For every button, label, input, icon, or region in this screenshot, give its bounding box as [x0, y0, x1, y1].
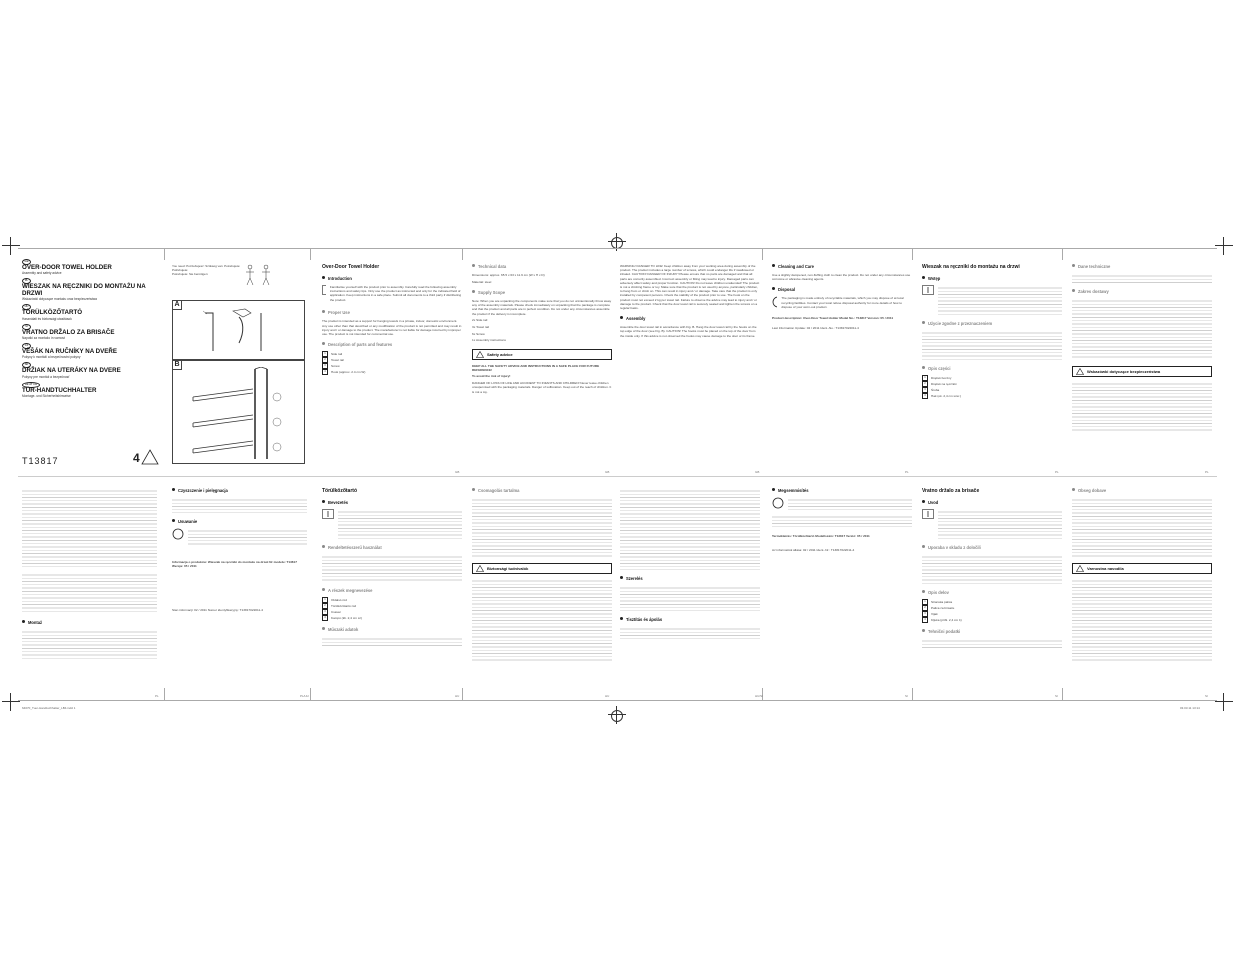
page-number: GB: [605, 470, 610, 474]
safety-box-heading: Biztonsági tudnivalók: [472, 563, 612, 574]
list-item: 6x Screw: [472, 331, 485, 336]
registration-mark: [2, 693, 20, 711]
body-text: The packaging is made entirely of recyclable materials, which you may dispose of at local recycling facilities. Contact your local refuse disposal authority for more details of how to dispose of your worn-out product.: [781, 296, 904, 309]
hu-column-2: [472, 488, 612, 662]
section-heading: A részek megnevezése: [322, 588, 462, 593]
section-heading: Rendeltetésszerű használat: [322, 545, 462, 550]
read-manual-icon: [922, 285, 934, 295]
page-number: HU: [605, 694, 610, 698]
cover-title: VRATNO DRŽALO ZA BRISAČE: [22, 328, 115, 336]
recycle-icon: [772, 497, 784, 509]
si-column-2: [1072, 488, 1212, 662]
lang-badge: HU: [22, 304, 31, 310]
page-number: SI: [1055, 694, 1058, 698]
recycle-icon: [772, 296, 777, 308]
section-heading: Műszaki adatok: [322, 627, 462, 632]
hu-column-4: [772, 488, 912, 555]
model-number: T13817: [22, 456, 59, 466]
hu-column-3: [620, 488, 760, 640]
body-text: KEEP ALL THE SAFETY ADVICE AND INSTRUCTIONS IN A SAFE PLACE FOR FUTURE REFERENCE!: [472, 363, 600, 372]
cover-subtitle: Assembly and safety advice: [22, 271, 62, 276]
body-text: Assemble the door towel rail in accordance with Fig. B. Hang the door towel rail by the hooks on the top edge of the door (see Fig. B). CAUTION! The hooks must be placed on the top of the door from the inside only. If this advice is not observed the hooks may cause damage to the door or its frame.: [620, 325, 757, 338]
trim-line: [18, 248, 1217, 249]
figures-panel: You need: Potrzebujesz: Szükség van: Potrebujete: Potřebujete: Potrebujete: Sie benötigen: A B: [172, 264, 304, 464]
body-text-block: [620, 488, 760, 570]
safety-box-heading: Varnostna navodila: [1072, 563, 1212, 574]
page-number: SI: [905, 694, 908, 698]
cover-subtitle: Wskazówki dotyczące montażu oraz bezpieczeństwa: [22, 297, 97, 302]
body-text: To avoid the risk of injury!: [472, 374, 511, 379]
product-description: Termékleírás: Törülközőtartó Modellszám: T13817 Verzió: 05 / 2011: [772, 534, 870, 538]
list-item: 2 Towel rail: [322, 357, 462, 363]
pl-column-1: [922, 264, 1062, 399]
trim-tick: [1062, 688, 1063, 700]
lang-badge: DE AT CH: [22, 382, 40, 388]
people-count: 4: [133, 451, 140, 465]
section-heading: Technical data: [472, 264, 612, 269]
body-text-block: [1072, 578, 1212, 662]
trim-tick: [310, 688, 311, 700]
body-text: DANGER OF LOSS OF LIFE AND ACCIDENT TO INFANTS AND CHILDREN! Never leave children unsupervised with the packaging materials. Danger of suffocation. Keep out of the reach of children. It is not a toy.: [472, 381, 612, 394]
body-text-block: [22, 629, 157, 659]
cover-title: VĚŠÁK NA RUČNÍKY NA DVEŘE: [22, 348, 118, 356]
body-text-block: [938, 509, 1062, 539]
section-heading: Proper Use: [322, 310, 462, 315]
file-slug: 64070_Tuer-Handtuchhalter_LB4.indd 1: [22, 706, 76, 710]
section-heading: Cleaning and Care: [772, 264, 912, 269]
section-heading: Dane techniczne: [1072, 264, 1212, 269]
page-number: PL: [155, 694, 159, 698]
warning-triangle-icon: [476, 565, 484, 572]
body-text-block: [938, 285, 1062, 315]
page-heading: Törülközőtartó: [322, 488, 357, 494]
section-heading: Szerelés: [620, 576, 760, 581]
timestamp-slug: 03.03.11 13:14: [1180, 706, 1200, 710]
cover-subtitle: Pokyny pre montáž a bezpečnosť: [22, 374, 70, 379]
hu-column-1: [322, 488, 462, 646]
trim-tick: [164, 688, 165, 700]
body-text: Material: steel: [472, 279, 492, 284]
pl-column-4: [172, 488, 307, 615]
registration-mark: [1215, 693, 1233, 711]
section-heading: Supply Scope: [472, 290, 612, 295]
body-text: WARNING! DANGER TO LIFE! Keep children away from your working area during assembly of the product. The product includes a large number of screws, which could endanger life if swallowed or inhaled. CAUTION! DANGER OF INJURY! Please ensure that no parts are damaged and that all parts are correctly assembled. Incorrect assembly or fitting may lead to injury. Damaged parts can adversely affect safety and proper function. CAUTION! Do not leave children unattended! The product is not a climbing frame or toy. Make sure that the product is not used by anyone, particularly children, to hang from or climb on. This can result in injury and / or damage. Take care that the product is only installed by competent persons. Check the stability of the product prior to use. The hook on the product must not exceed 2 kg per towel rail. Failure to observe the advice may lead to injury and / or damage to the product. Check that the door towel rail is securely seated and tighten the screws on a regular basis.: [620, 264, 760, 311]
body-text: The product is intended as a support for hanging towels in a private, indoor, domestic environment. Any use other than that described or any modification of the product is not permitted and may result in injury and / or damage to the product. The manufacturer is not liable for damage incurred by improper use. The product is not intended for commercial use.: [322, 319, 462, 336]
body-text: Use a slightly dampened, non-fluffing cloth to clean the product. Do not under any circumstances use corrosive or abrasive cleaning agents.: [772, 273, 911, 282]
page-number: PL: [905, 470, 909, 474]
warning-triangle-icon: [476, 351, 484, 358]
product-description: Informacja o produkcie: Wieszak na ręczniki do montażu na drzwi Nr modelu: T13817 Wersja: 05 / 2011: [172, 560, 297, 569]
page-number: GB: [755, 470, 760, 474]
section-heading: Bevezetés: [322, 500, 462, 505]
section-heading: Czyszczenie i pielęgnacja: [172, 488, 307, 493]
section-heading: Zakres dostawy: [1072, 289, 1212, 294]
trim-tick: [310, 248, 311, 260]
cover-subtitle: Napotki za montažo in varnost: [22, 336, 65, 341]
info-update: Az információk állása: 02 / 2011 Ident.-Nr.: T13817022011-4: [772, 548, 855, 553]
body-text-block: [1072, 381, 1212, 431]
safety-box-heading: Safety advice: [472, 349, 612, 360]
figure-label: A: [173, 301, 182, 310]
cover-panel: [22, 256, 157, 398]
list-item: 2 Palica za brisače: [922, 605, 1062, 611]
figure-label: B: [173, 361, 182, 370]
read-manual-icon: [322, 509, 334, 519]
lang-badge: GB: [22, 259, 31, 265]
body-text: Note: When you are unpacking the components make sure that you do not unintentionally throw away any of the assembly materials. Please check immediately on unpacking that the package is complete and that the product and all parts are in perfect condition. Do not under any circumstances assemble the product if the delivery is incomplete.: [472, 298, 612, 316]
registration-mark: [2, 237, 20, 255]
page-number: GB: [455, 470, 460, 474]
en-column-4: [772, 264, 912, 332]
registration-circle: [611, 710, 623, 722]
en-column-2: [472, 264, 612, 396]
cover-title: DRŽIAK NA UTERÁKY NA DVERE: [22, 367, 121, 375]
figure-a: [172, 300, 305, 360]
list-item: 1 Oldalsó rúd: [322, 597, 462, 603]
section-heading: Megsemmisítés: [772, 488, 912, 493]
list-item: 3x Towel rail: [472, 324, 489, 329]
page-number: SI: [1205, 694, 1208, 698]
page-number: PL: [1055, 470, 1059, 474]
body-text-block: [1072, 298, 1212, 360]
list-item: 4 Hak (ok. 2,4 cm szer.): [922, 393, 1062, 399]
list-item: 4 Kampó (kb. 2,4 cm sz): [322, 615, 462, 621]
cover-subtitle: Montage- und Sicherheitshinweise: [22, 394, 71, 399]
body-text-block: [788, 497, 912, 511]
sheet-divider: [18, 476, 1217, 477]
lang-badge: PL: [22, 278, 31, 284]
en-column-1: [322, 264, 462, 375]
person-figures-icon: [244, 264, 276, 286]
parts-drawing: [193, 307, 293, 357]
body-text-block: [922, 330, 1062, 360]
page-heading: Vratno držalo za brisače: [922, 488, 980, 494]
list-item: 1 Drążek boczny: [922, 375, 1062, 381]
trim-tick: [462, 688, 463, 700]
page-number: HU/SI: [755, 694, 764, 698]
en-column-3: [620, 264, 760, 340]
list-item: 3 Śruba: [922, 387, 1062, 393]
warning-triangle-icon: [1076, 368, 1084, 375]
cover-subtitle: Pokyny k montáži a bezpečnostní pokyny: [22, 355, 81, 360]
read-manual-icon: [322, 285, 326, 295]
body-text-block: [1072, 497, 1212, 557]
pl-column-2: [1072, 264, 1212, 431]
list-item: 3 Screw: [322, 363, 462, 369]
section-heading: Description of parts and features: [322, 342, 462, 347]
safety-box-heading: Wskazówki dotyczące bezpieczeństwa: [1072, 366, 1212, 377]
body-text-block: [188, 528, 307, 546]
list-item: 1 Side rail: [322, 351, 462, 357]
list-item: 3 Vijak: [922, 611, 1062, 617]
list-item: 4 Hook (approx. 2.4 cm W): [322, 369, 462, 375]
list-item: 1x Assembly instructions: [472, 338, 506, 343]
people-triangle-icon: [141, 449, 159, 465]
body-text-block: [472, 578, 612, 662]
lang-badge: CZ: [22, 343, 31, 349]
section-heading: Uporaba v skladu z določili: [922, 545, 1062, 550]
section-heading: Tehnični podatki: [922, 629, 1062, 634]
trim-tick: [912, 248, 913, 260]
section-heading: Montaż: [22, 620, 157, 625]
lang-badge: SK: [22, 362, 31, 368]
page-heading: Wieszak na ręczniki do montażu na drzwi: [922, 264, 1020, 270]
section-heading: Usuwanie: [172, 519, 307, 524]
section-heading: Csomagolás tartalma: [472, 488, 612, 493]
product-description: Product description: Over-Door Towel Holder Model No.: T13817 Version: 05 / 2011: [772, 315, 894, 320]
trim-tick: [762, 248, 763, 260]
section-heading: Opis delov: [922, 590, 1062, 595]
lang-badge: SI: [22, 324, 31, 330]
page-number: HU: [455, 694, 460, 698]
recycle-icon: [172, 528, 184, 540]
cover-title: WIESZAK NA RĘCZNIKI DO MONTAŻU NA DRZWI: [22, 283, 146, 297]
cover-title: TÜR-HANDTUCHHALTER: [22, 386, 97, 394]
warning-triangle-icon: [1076, 565, 1084, 572]
trim-line: [18, 700, 1217, 701]
info-update: Stan informacji: 02 / 2011 Numer identyfikacyjny: T13817022011-4: [172, 608, 263, 613]
list-item: 2 Drążek na ręczniki: [922, 381, 1062, 387]
body-text-block: [22, 488, 157, 568]
section-heading: Wstęp: [922, 276, 1062, 281]
cover-subtitle: Használati és biztonsági utasítások: [22, 316, 72, 321]
read-manual-icon: [922, 509, 934, 519]
registration-mark: [1215, 237, 1233, 255]
trim-tick: [164, 248, 165, 260]
body-text: Dimensions: approx. 65.5 x 63 x 11.9 cm (W x H x D): [472, 273, 545, 277]
body-text-block: [172, 497, 307, 513]
cover-title: TÖRÜLKÖZŐTARTÓ: [22, 309, 83, 317]
tools-needed: You need: Potrzebujesz: Szükség van: Potrebujete: Potřebujete:: [172, 264, 241, 272]
section-heading: Assembly: [620, 316, 760, 321]
list-item: 4 Kljuka (pribl. 2,4 cm š): [922, 617, 1062, 623]
page-heading: Over-Door Towel Holder: [322, 264, 380, 270]
list-item: 3 Csavar: [322, 609, 462, 615]
body-text-block: [922, 554, 1062, 584]
pl-column-3: [22, 488, 157, 659]
section-heading: Tisztítás és ápolás: [620, 617, 760, 622]
assembled-holder-drawing: [183, 367, 295, 461]
section-heading: Disposal: [772, 287, 912, 292]
trim-tick: [1062, 248, 1063, 260]
si-column-1: [922, 488, 1062, 648]
trim-tick: [912, 688, 913, 700]
page-number: PL: [1205, 470, 1209, 474]
body-text: Familiarise yourself with the product prior to assembly. Carefully read the following assembly instructions and safety tips. Only use the product as instructed and only for the indicated field of application. Keep instructions in a safe place. Submit all documents to a third party if distributing the product.: [329, 285, 462, 302]
body-text-block: [620, 585, 760, 611]
list-item: 2x Side rail: [472, 318, 488, 323]
info-update: Last Information Update: 02 / 2011 Ident.-No.: T13817022011-4: [772, 325, 859, 330]
body-text-block: [620, 626, 760, 640]
body-text-block: [322, 554, 462, 582]
body-text-block: [338, 509, 462, 539]
trim-tick: [462, 248, 463, 260]
body-text-block: [472, 497, 612, 557]
section-heading: Uvod: [922, 500, 1062, 505]
list-item: 2 Törülközőtartó rúd: [322, 603, 462, 609]
section-heading: Użycie zgodne z przeznaczeniem: [922, 321, 1062, 326]
page-number: PL/HU: [300, 694, 309, 698]
body-text-block: [22, 572, 157, 614]
section-heading: Opis części: [922, 366, 1062, 371]
cover-title: OVER-DOOR TOWEL HOLDER: [22, 264, 112, 271]
list-item: 1 Stranska palica: [922, 599, 1062, 605]
section-heading: Introduction: [322, 276, 462, 281]
section-heading: Obseg dobave: [1072, 488, 1212, 493]
figure-b: [172, 360, 305, 464]
